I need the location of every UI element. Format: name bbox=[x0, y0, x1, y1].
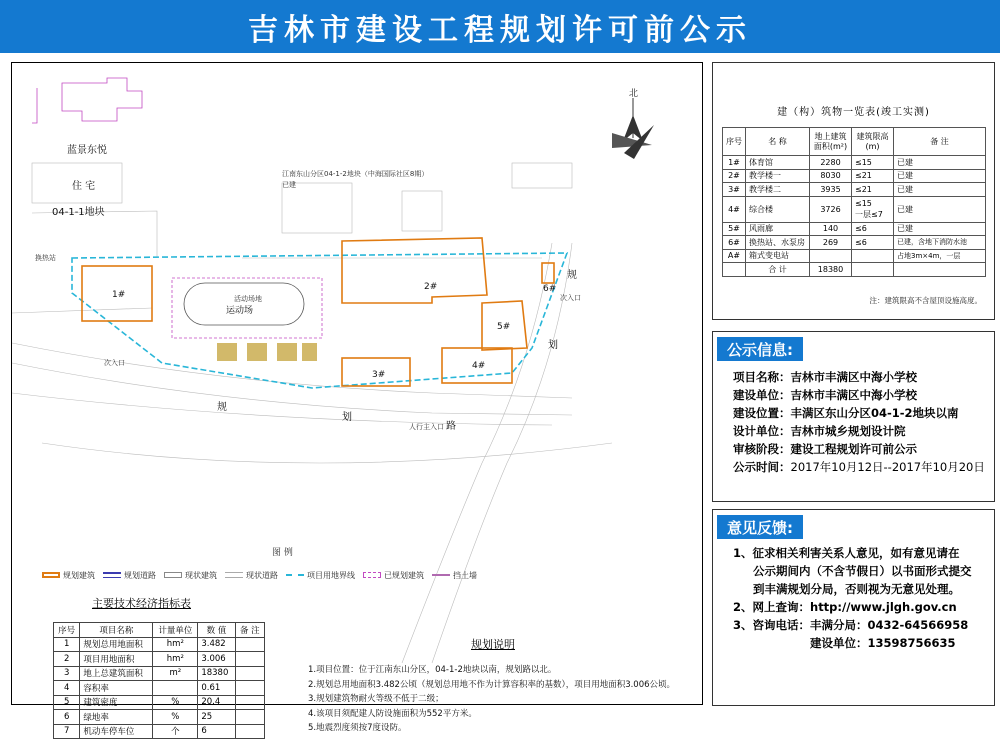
table-cell: 269 bbox=[810, 236, 852, 250]
table-cell bbox=[894, 263, 986, 277]
publicity-row bbox=[733, 386, 985, 404]
publicity-panel bbox=[712, 331, 995, 502]
table-cell: 建筑密度 bbox=[80, 695, 153, 710]
table-row bbox=[54, 637, 265, 652]
table-cell: 4# bbox=[723, 196, 746, 222]
table-cell: 6# bbox=[723, 236, 746, 250]
table-cell: 1# bbox=[723, 156, 746, 170]
table-cell bbox=[852, 263, 894, 277]
column-header: 项目名称 bbox=[80, 623, 153, 638]
legend-swatch-planned-building bbox=[42, 572, 60, 578]
table-cell: hm² bbox=[153, 652, 198, 667]
table-cell: 换热站、水泵房 bbox=[746, 236, 810, 250]
publicity-value: 2017年10月12日--2017年10月20日 bbox=[790, 460, 985, 474]
table-cell: 3# bbox=[723, 183, 746, 197]
road-label-right: 路 bbox=[446, 421, 456, 432]
table-cell: hm² bbox=[153, 637, 198, 652]
table-cell: 6 bbox=[54, 710, 80, 725]
publicity-label: 设计单位： bbox=[733, 424, 791, 438]
legend-swatch-boundary bbox=[286, 574, 304, 576]
table-cell: 2# bbox=[723, 169, 746, 183]
existing-building-outline bbox=[62, 78, 142, 121]
table-cell: 1 bbox=[54, 637, 80, 652]
table-row bbox=[723, 236, 986, 250]
table-row bbox=[54, 710, 265, 725]
note-line: 3.规划建筑物耐火等级不低于二级； bbox=[308, 694, 444, 704]
table-cell: 3726 bbox=[810, 196, 852, 222]
legend-item bbox=[225, 570, 278, 581]
publicity-value: 丰满区东山分区04-1-2地块以南 bbox=[790, 406, 959, 420]
column-header: 备 注 bbox=[894, 128, 986, 156]
left-area-label: 换热站 bbox=[35, 254, 56, 262]
building-label-3: 3# bbox=[372, 370, 386, 380]
table-cell: % bbox=[153, 695, 198, 710]
north-label: 北 bbox=[629, 89, 639, 99]
legend-item bbox=[432, 570, 477, 581]
table-cell bbox=[235, 710, 264, 725]
table-cell bbox=[235, 652, 264, 667]
buildings-table bbox=[722, 127, 986, 277]
publicity-row bbox=[733, 422, 985, 440]
table-cell: A# bbox=[723, 249, 746, 263]
feedback-line: 到丰满规划分局，否则视为无意见处理。 bbox=[753, 582, 960, 596]
legend-swatch-existing-road bbox=[225, 572, 243, 578]
legend bbox=[42, 565, 477, 585]
legend-label: 项目用地界线 bbox=[307, 570, 355, 580]
legend-swatch-retaining-wall bbox=[432, 574, 450, 576]
table-cell bbox=[235, 666, 264, 681]
publicity-value: 吉林市丰满区中海小学校 bbox=[790, 388, 917, 402]
context-lines bbox=[12, 163, 612, 663]
legend-item bbox=[363, 570, 424, 581]
table-row bbox=[54, 652, 265, 667]
table-cell: 风雨廊 bbox=[746, 222, 810, 236]
table-cell: 个 bbox=[153, 724, 198, 739]
table-row bbox=[723, 183, 986, 197]
table-cell: 3935 bbox=[810, 183, 852, 197]
table-cell: m² bbox=[153, 666, 198, 681]
table-cell: 140 bbox=[810, 222, 852, 236]
table-cell: 教学楼一 bbox=[746, 169, 810, 183]
column-header: 序号 bbox=[54, 623, 80, 638]
building-label-6: 6# bbox=[543, 284, 557, 294]
table-row bbox=[723, 156, 986, 170]
table-row bbox=[723, 263, 986, 277]
publicity-value: 吉林市城乡规划设计院 bbox=[790, 424, 906, 438]
legend-swatch-planned-road bbox=[103, 572, 121, 578]
entrance-sub-left: 次入口 bbox=[104, 359, 125, 367]
feedback-website-line[interactable]: 2、网上查询：http://www.jlgh.gov.cn bbox=[733, 600, 957, 614]
table-cell: 教学楼二 bbox=[746, 183, 810, 197]
table-cell: 容积率 bbox=[80, 681, 153, 696]
page-header bbox=[0, 0, 1000, 53]
table-cell: 合 计 bbox=[746, 263, 810, 277]
road-side-1: 规 bbox=[567, 270, 577, 281]
column-header: 建筑限高 (m) bbox=[852, 128, 894, 156]
table-cell: 规划总用地面积 bbox=[80, 637, 153, 652]
site-plan bbox=[11, 62, 703, 738]
table-cell: % bbox=[153, 710, 198, 725]
neighborhood-label: 蓝景东悦 bbox=[67, 145, 107, 156]
table-cell: ≤15 一层≤7 bbox=[852, 196, 894, 222]
track-label: 运动场 bbox=[226, 306, 254, 316]
feedback-line: 公示期间内（不含节假日）以书面形式提交 bbox=[753, 564, 972, 578]
table-row bbox=[54, 695, 265, 710]
note-line: 2.规划总用地面积3.482公顷（规划总用地不作为计算容积率的基数），项目用地面积3.006公顷。 bbox=[308, 679, 676, 690]
publicity-label: 公示时间： bbox=[733, 460, 791, 474]
table-cell: ≤15 bbox=[852, 156, 894, 170]
table-row bbox=[723, 169, 986, 183]
table-cell: ≤6 bbox=[852, 222, 894, 236]
table-header-row bbox=[723, 128, 986, 156]
table-cell: 地上总建筑面积 bbox=[80, 666, 153, 681]
table-cell: 箱式变电站 bbox=[746, 249, 810, 263]
table-row bbox=[723, 249, 986, 263]
publicity-row bbox=[733, 368, 985, 386]
table-cell bbox=[235, 681, 264, 696]
legend-item bbox=[42, 570, 95, 581]
building-label-1: 1# bbox=[112, 290, 126, 300]
table-cell: 18380 bbox=[810, 263, 852, 277]
table-cell: 3.482 bbox=[198, 637, 235, 652]
table-cell bbox=[235, 724, 264, 739]
table-cell: 18380 bbox=[198, 666, 235, 681]
table-cell: 机动车停车位 bbox=[80, 724, 153, 739]
legend-label: 挡土墙 bbox=[453, 570, 477, 580]
table-cell: 5# bbox=[723, 222, 746, 236]
field-label: 活动场地 bbox=[234, 295, 262, 303]
road-label-left: 规 bbox=[217, 402, 227, 413]
table-cell: 已建 bbox=[894, 183, 986, 197]
table-cell: 0.61 bbox=[198, 681, 235, 696]
buildings-table-title: 建（构）筑物一览表(竣工实测) bbox=[777, 107, 930, 118]
legend-item bbox=[103, 570, 156, 581]
table-cell: 8030 bbox=[810, 169, 852, 183]
building-label-2: 2# bbox=[424, 282, 438, 292]
legend-swatch-planned-existing bbox=[363, 572, 381, 578]
page-title: 吉林市建设工程规划许可前公示 bbox=[248, 12, 752, 48]
note-line: 1.项目位置：位于江南东山分区，04-1-2地块以南，规划路以北。 bbox=[308, 665, 557, 675]
table-cell: 占地3m×4m，一层 bbox=[894, 249, 986, 263]
entrance-main: 人行主入口 bbox=[409, 423, 444, 431]
table-cell: 绿地率 bbox=[80, 710, 153, 725]
table-cell bbox=[810, 249, 852, 263]
sports-courts bbox=[217, 343, 317, 361]
table-cell: 7 bbox=[54, 724, 80, 739]
table-row bbox=[54, 724, 265, 739]
table-cell: 3 bbox=[54, 666, 80, 681]
table-cell: 已建 bbox=[894, 222, 986, 236]
table-cell: 综合楼 bbox=[746, 196, 810, 222]
legend-title: 图 例 bbox=[272, 548, 293, 558]
feedback-line: 1、征求相关利害关系人意见，如有意见请在 bbox=[733, 546, 960, 560]
publicity-rows bbox=[733, 368, 985, 476]
entrance-sub-right: 次入口 bbox=[560, 294, 581, 302]
north-arrow-icon bbox=[612, 87, 654, 159]
table-row bbox=[54, 666, 265, 681]
legend-label: 规划建筑 bbox=[63, 570, 95, 580]
column-header: 备 注 bbox=[235, 623, 264, 638]
legend-label: 规划道路 bbox=[124, 570, 156, 580]
table-row bbox=[723, 196, 986, 222]
publicity-label: 项目名称： bbox=[733, 370, 791, 384]
table-cell: 6 bbox=[198, 724, 235, 739]
building-label-5: 5# bbox=[497, 322, 511, 332]
legend-label: 现状道路 bbox=[246, 570, 278, 580]
legend-item bbox=[164, 570, 217, 581]
table-header-row bbox=[54, 623, 265, 638]
column-header: 名 称 bbox=[746, 128, 810, 156]
legend-label: 现状建筑 bbox=[185, 570, 217, 580]
table-cell: 已建 bbox=[894, 196, 986, 222]
road-label-mid: 划 bbox=[342, 412, 352, 423]
table-row bbox=[54, 681, 265, 696]
table-cell: 3.006 bbox=[198, 652, 235, 667]
legend-swatch-existing-building bbox=[164, 572, 182, 578]
road-side-2: 划 bbox=[548, 340, 558, 351]
column-header: 序号 bbox=[723, 128, 746, 156]
table-cell bbox=[723, 263, 746, 277]
table-cell: 体育馆 bbox=[746, 156, 810, 170]
publicity-row bbox=[733, 458, 985, 476]
legend-label: 已规划建筑 bbox=[384, 570, 424, 580]
notes-title: 规划说明 bbox=[471, 638, 515, 651]
table-cell: 5 bbox=[54, 695, 80, 710]
feedback-tag: 意见反馈: bbox=[717, 515, 803, 539]
upper-text-line2: 已建 bbox=[282, 181, 296, 189]
upper-text-line1: 江南东山分区04-1-2地块（中海国际社区8期） bbox=[282, 170, 429, 178]
publicity-label: 审核阶段： bbox=[733, 442, 791, 456]
table-cell: 2 bbox=[54, 652, 80, 667]
feedback-phone-line: 3、咨询电话：丰满分局：0432-64566958 bbox=[733, 618, 969, 632]
publicity-value: 建设工程规划许可前公示 bbox=[790, 442, 917, 456]
buildings-panel bbox=[712, 62, 995, 320]
feedback-panel bbox=[712, 509, 995, 706]
table-cell bbox=[235, 637, 264, 652]
table-cell: 4 bbox=[54, 681, 80, 696]
column-header: 地上建筑 面积(m²) bbox=[810, 128, 852, 156]
buildings-note: 注：建筑限高不含屋顶设施高度。 bbox=[869, 296, 982, 305]
table-cell: ≤21 bbox=[852, 183, 894, 197]
table-cell: 项目用地面积 bbox=[80, 652, 153, 667]
running-track bbox=[184, 283, 304, 325]
building-label-4: 4# bbox=[472, 361, 486, 371]
publicity-label: 建设位置： bbox=[733, 406, 791, 420]
legend-item bbox=[286, 570, 355, 581]
feedback-rows bbox=[733, 544, 993, 652]
indicators-title: 主要技术经济指标表 bbox=[92, 597, 191, 610]
table-row bbox=[723, 222, 986, 236]
residence-label: 住 宅 bbox=[72, 181, 96, 192]
publicity-tag: 公示信息: bbox=[717, 337, 803, 361]
note-line: 5.地震烈度须按7度设防。 bbox=[308, 723, 407, 733]
planning-notes bbox=[308, 663, 708, 736]
table-cell: ≤21 bbox=[852, 169, 894, 183]
table-cell: ≤6 bbox=[852, 236, 894, 250]
note-line: 4.该项目须配建人防设施面积为552平方米。 bbox=[308, 708, 477, 719]
column-header: 数 值 bbox=[198, 623, 235, 638]
table-cell: 20.4 bbox=[198, 695, 235, 710]
feedback-phone-line: 建设单位：13598756635 bbox=[810, 636, 956, 650]
column-header: 计量单位 bbox=[153, 623, 198, 638]
lot-label: 04-1-1地块 bbox=[52, 207, 105, 218]
indicators-table bbox=[53, 622, 265, 739]
publicity-label: 建设单位： bbox=[733, 388, 791, 402]
publicity-row bbox=[733, 404, 985, 422]
table-cell bbox=[235, 695, 264, 710]
publicity-value: 吉林市丰满区中海小学校 bbox=[790, 370, 917, 384]
table-cell: 已建 bbox=[894, 169, 986, 183]
table-cell: 已建，含地下消防水池 bbox=[894, 236, 986, 250]
table-cell: 已建 bbox=[894, 156, 986, 170]
table-cell bbox=[852, 249, 894, 263]
table-cell: 2280 bbox=[810, 156, 852, 170]
table-cell bbox=[153, 681, 198, 696]
table-cell: 25 bbox=[198, 710, 235, 725]
publicity-row bbox=[733, 440, 985, 458]
